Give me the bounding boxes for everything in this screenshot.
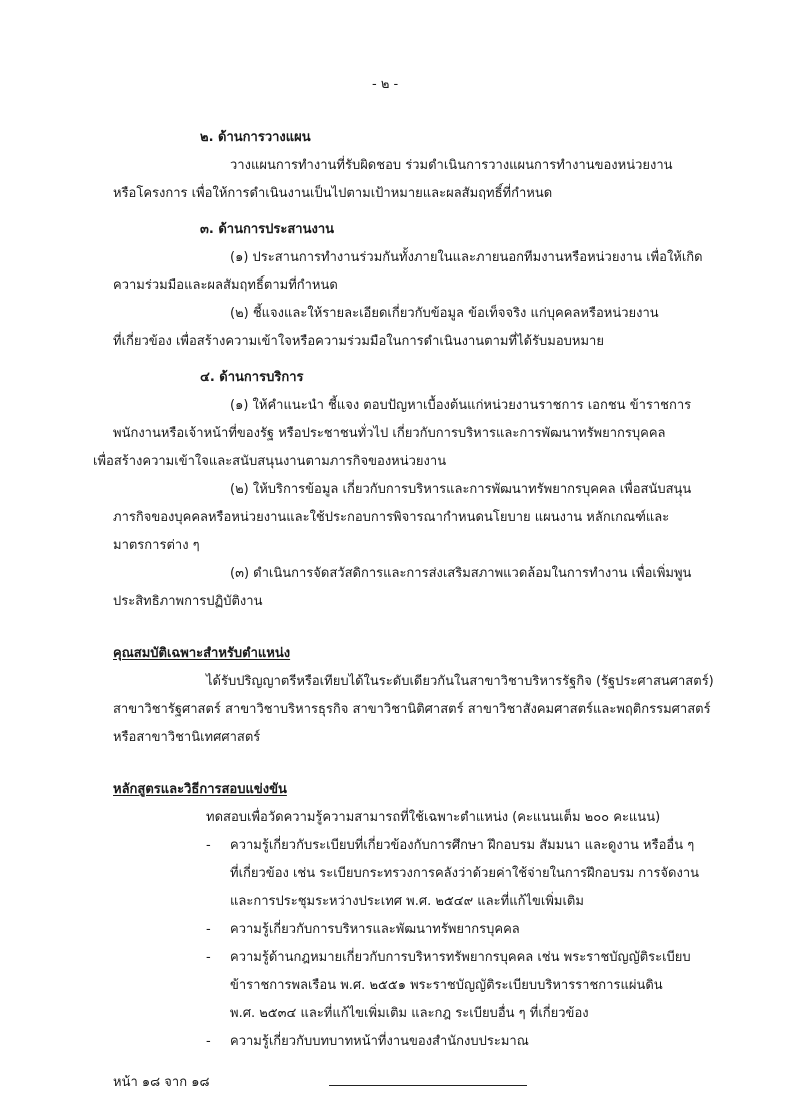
section-4-item-1-line-3: เพื่อสร้างความเข้าใจและสนับสนุนงานตามภารกิจของหน่วยงาน bbox=[93, 454, 447, 469]
exam-bullet-4-line-1: ความรู้เกี่ยวกับบทบาทหน้าที่งานของสำนักงบประมาณ bbox=[230, 1034, 529, 1049]
exam-bullet-4-dash: - bbox=[206, 1034, 211, 1049]
section-4-item-1-line-2: พนักงานหรือเจ้าหน้าที่ของรัฐ หรือประชาชนทั่วไป เกี่ยวกับการบริหารและการพัฒนาทรัพยากรบุคคล bbox=[113, 426, 666, 441]
footer-page-number: หน้า ๑๘ จาก ๑๘ bbox=[113, 1075, 210, 1090]
signature-line bbox=[329, 1085, 527, 1086]
section-2-line-2: หรือโครงการ เพื่อให้การดำเนินงานเป็นไปตามเป้าหมายและผลสัมฤทธิ์ที่กำหนด bbox=[113, 186, 553, 201]
section-4-heading: ๔. ด้านการบริการ bbox=[200, 370, 304, 385]
qualifications-line-1: ได้รับปริญญาตรีหรือเทียบได้ในระดับเดียวกันในสาขาวิชาบริหารรัฐกิจ (รัฐประศาสนศาสตร์) bbox=[206, 674, 714, 689]
page-marker: - ๒ - bbox=[372, 77, 399, 92]
section-2-heading: ๒. ด้านการวางแผน bbox=[200, 130, 311, 145]
section-4-item-2-line-3: มาตรการต่าง ๆ bbox=[113, 538, 200, 553]
exam-bullet-3-line-3: พ.ศ. ๒๕๓๔ และที่แก้ไขเพิ่มเติม และกฎ ระเบียบอื่น ๆ ที่เกี่ยวข้อง bbox=[230, 1006, 589, 1021]
section-3-heading: ๓. ด้านการประสานงาน bbox=[200, 222, 335, 237]
exam-bullet-1-line-3: และการประชุมระหว่างประเทศ พ.ศ. ๒๕๔๙ และที่แก้ไขเพิ่มเติม bbox=[230, 894, 584, 909]
section-3-item-2-line-1: (๒) ชี้แจงและให้รายละเอียดเกี่ยวกับข้อมูล ข้อเท็จจริง แก่บุคคลหรือหน่วยงาน bbox=[230, 306, 659, 321]
exam-bullet-1-line-1: ความรู้เกี่ยวกับระเบียบที่เกี่ยวข้องกับการศึกษา ฝึกอบรม สัมมนา และดูงาน หรืออื่น ๆ bbox=[230, 838, 695, 853]
exam-heading: หลักสูตรและวิธีการสอบแข่งขัน bbox=[113, 782, 287, 797]
exam-intro: ทดสอบเพื่อวัดความรู้ความสามารถที่ใช้เฉพาะตำแหน่ง (คะแนนเต็ม ๒๐๐ คะแนน) bbox=[206, 810, 661, 825]
section-3-item-1-line-2: ความร่วมมือและผลสัมฤทธิ์ตามที่กำหนด bbox=[113, 278, 338, 293]
exam-bullet-3-line-1: ความรู้ด้านกฎหมายเกี่ยวกับการบริหารทรัพยากรบุคคล เช่น พระราชบัญญัติระเบียบ bbox=[230, 950, 691, 965]
section-4-item-3-line-1: (๓) ดำเนินการจัดสวัสดิการและการส่งเสริมสภาพแวดล้อมในการทำงาน เพื่อเพิ่มพูน bbox=[230, 566, 692, 581]
exam-bullet-1-line-2: ที่เกี่ยวข้อง เช่น ระเบียบกระทรวงการคลังว่าด้วยค่าใช้จ่ายในการฝึกอบรม การจัดงาน bbox=[230, 866, 700, 881]
qualifications-line-3: หรือสาขาวิชานิเทศศาสตร์ bbox=[113, 730, 261, 745]
exam-bullet-2-dash: - bbox=[206, 922, 211, 937]
qualifications-heading: คุณสมบัติเฉพาะสำหรับตำแหน่ง bbox=[113, 646, 291, 661]
section-3-item-2-line-2: ที่เกี่ยวข้อง เพื่อสร้างความเข้าใจหรือความร่วมมือในการดำเนินงานตามที่ได้รับมอบหมาย bbox=[113, 334, 604, 349]
exam-bullet-2-line-1: ความรู้เกี่ยวกับการบริหารและพัฒนาทรัพยากรบุคคล bbox=[230, 922, 520, 937]
section-4-item-2-line-1: (๒) ให้บริการข้อมูล เกี่ยวกับการบริหารและการพัฒนาทรัพยากรบุคคล เพื่อสนับสนุน bbox=[230, 482, 692, 497]
qualifications-line-2: สาขาวิชารัฐศาสตร์ สาขาวิชาบริหารธุรกิจ สาขาวิชานิติศาสตร์ สาขาวิชาสังคมศาสตร์และพฤติกรรมศาสตร์ bbox=[113, 702, 711, 717]
exam-bullet-1-dash: - bbox=[206, 838, 211, 853]
section-4-item-3-line-2: ประสิทธิภาพการปฏิบัติงาน bbox=[113, 594, 263, 609]
section-2-line-1: วางแผนการทำงานที่รับผิดชอบ ร่วมดำเนินการวางแผนการทำงานของหน่วยงาน bbox=[230, 158, 673, 173]
exam-bullet-3-dash: - bbox=[206, 950, 211, 965]
section-3-item-1-line-1: (๑) ประสานการทำงานร่วมกันทั้งภายในและภายนอกทีมงานหรือหน่วยงาน เพื่อให้เกิด bbox=[230, 250, 703, 265]
section-4-item-1-line-1: (๑) ให้คำแนะนำ ชี้แจง ตอบปัญหาเบื้องต้นแก่หน่วยงานราชการ เอกชน ข้าราชการ bbox=[230, 398, 692, 413]
section-4-item-2-line-2: ภารกิจของบุคคลหรือหน่วยงานและใช้ประกอบการพิจารณากำหนดนโยบาย แผนงาน หลักเกณฑ์และ bbox=[113, 510, 670, 525]
exam-bullet-3-line-2: ข้าราชการพลเรือน พ.ศ. ๒๕๕๑ พระราชบัญญัติระเบียบบริหารราชการแผ่นดิน bbox=[230, 978, 663, 993]
